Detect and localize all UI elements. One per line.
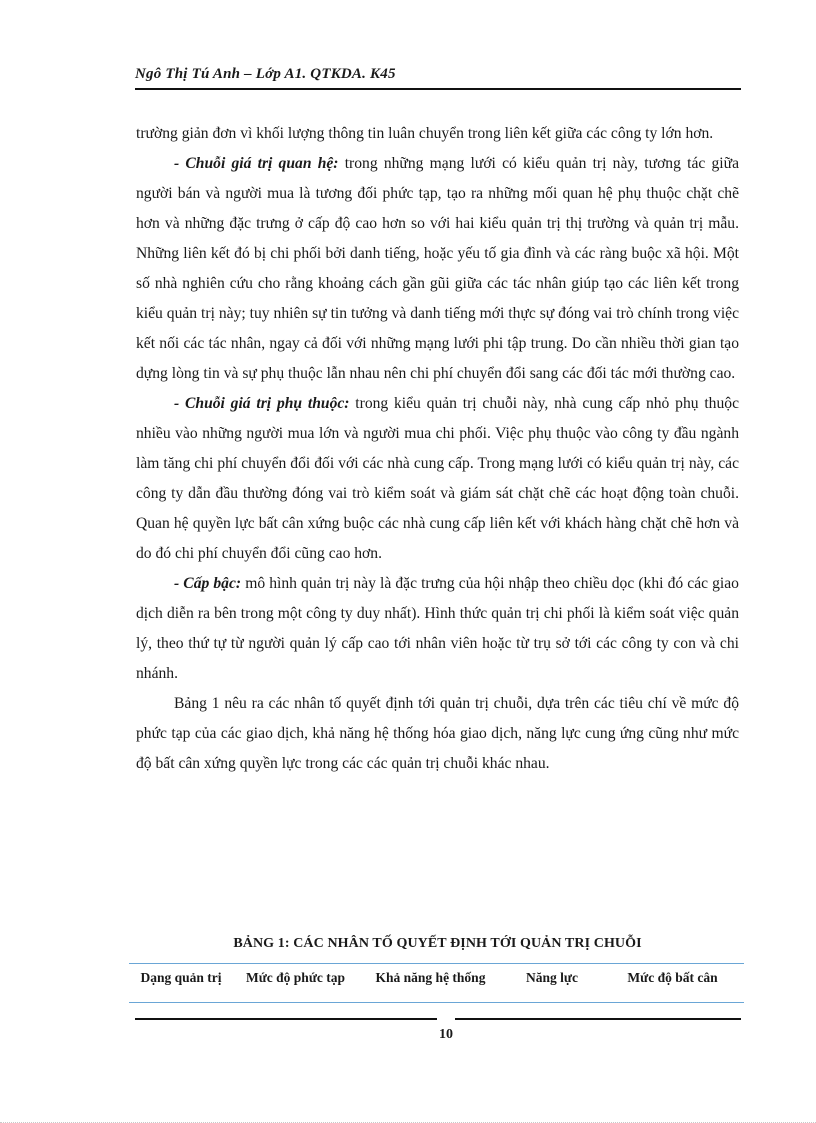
document-body: [136, 119, 739, 779]
paragraph-captive-chain: [136, 389, 739, 569]
paragraph-table-intro: Bảng 1 nêu ra các nhân tố quyết định tới quản trị chuỗi, dựa trên các tiêu chí về mức độ phức tạp của các giao dịch, khả năng hệ thống hóa giao dịch, năng lực cung ứng cũng như mức độ bất cân xứng quyền lực trong các các quản trị chuỗi khác nhau.: [136, 695, 739, 772]
table-header-cell: Dạng quản trị: [140, 970, 222, 985]
footer-divider-right: [455, 1018, 741, 1020]
header-divider: [135, 88, 741, 90]
paragraph-relational-chain: [136, 149, 739, 389]
paragraph-text: mô hình quản trị này là đặc trưng của hội nhập theo chiều dọc (khi đó các giao dịch diễn ra bên trong một công ty duy nhất). Hình thức quản trị chi phối là kiểm soát việc quản lý, theo thứ tự từ người quản lý cấp cao tới nhân viên hoặc từ trụ sở tới các công ty con và chi nhánh.: [136, 575, 739, 682]
paragraph-text: trong kiểu quản trị chuỗi này, nhà cung cấp nhỏ phụ thuộc nhiều vào những người mua lớn và người mua chi phối. Việc phụ thuộc vào công ty đầu ngành làm tăng chi phí chuyển đổi đối với các nhà cung cấp. Trong mạng lưới có kiểu quản trị này, các công ty dẫn đầu thường đóng vai trò kiểm soát và giám sát chặt chẽ các hoạt động toàn chuỗi. Quan hệ quyền lực bất cân xứng buộc các nhà cung cấp liên kết với khách hàng chặt chẽ hơn và do đó chi phí chuyển đổi cũng cao hơn.: [136, 395, 739, 562]
table-title: BẢNG 1: CÁC NHÂN TỐ QUYẾT ĐỊNH TỚI QUẢN TRỊ CHUỖI: [233, 936, 642, 951]
paragraph-continuation: trường giản đơn vì khối lượng thông tin luân chuyển trong liên kết giữa các công ty lớn hơn.: [136, 125, 714, 142]
paragraph-lead: - Cấp bậc:: [174, 575, 242, 592]
page-number: 10: [439, 1027, 453, 1042]
paragraph-lead: - Chuỗi giá trị quan hệ:: [174, 155, 339, 172]
paragraph-text: trong những mạng lưới có kiểu quản trị này, tương tác giữa người bán và người mua là tương đối phức tạp, tạo ra những mối quan hệ phụ thuộc chặt chẽ hơn và những đặc trưng ở cấp độ cao hơn so với hai kiểu quản trị thị trường và quản trị mẫu. Những liên kết đó bị chi phối bởi danh tiếng, hoặc yếu tố gia đình và các ràng buộc xã hội. Một số nhà nghiên cứu cho rằng khoảng cách gần gũi giữa các tác nhân giúp tạo các liên kết trong kiểu quản trị này; tuy nhiên sự tin tưởng và danh tiếng mới thực sự đóng vai trò chính trong việc kết nối các tác nhân, ngay cả đối với những mạng lưới phi tập trung. Do cần nhiều thời gian tạo dựng lòng tin và sự phụ thuộc lẫn nhau nên chi phí chuyển đổi sang các đối tác mới thường cao.: [136, 155, 739, 382]
table-top-rule: [129, 963, 744, 964]
paragraph-lead: - Chuỗi giá trị phụ thuộc:: [174, 395, 350, 412]
table-header-cell: Năng lực: [526, 970, 578, 985]
footer-divider-left: [135, 1018, 437, 1020]
paragraph-hierarchy: [136, 569, 739, 689]
table-header-cell: Mức độ phức tạp: [245, 970, 346, 985]
table-header-rule: [129, 1002, 744, 1003]
table-header-row: [129, 970, 744, 994]
table-header-cell: Khả năng hệ thống: [375, 970, 486, 985]
running-header: Ngô Thị Tú Anh – Lớp A1. QTKDA. K45: [135, 66, 396, 82]
table-header-cell: Mức độ bất cân: [627, 970, 718, 985]
